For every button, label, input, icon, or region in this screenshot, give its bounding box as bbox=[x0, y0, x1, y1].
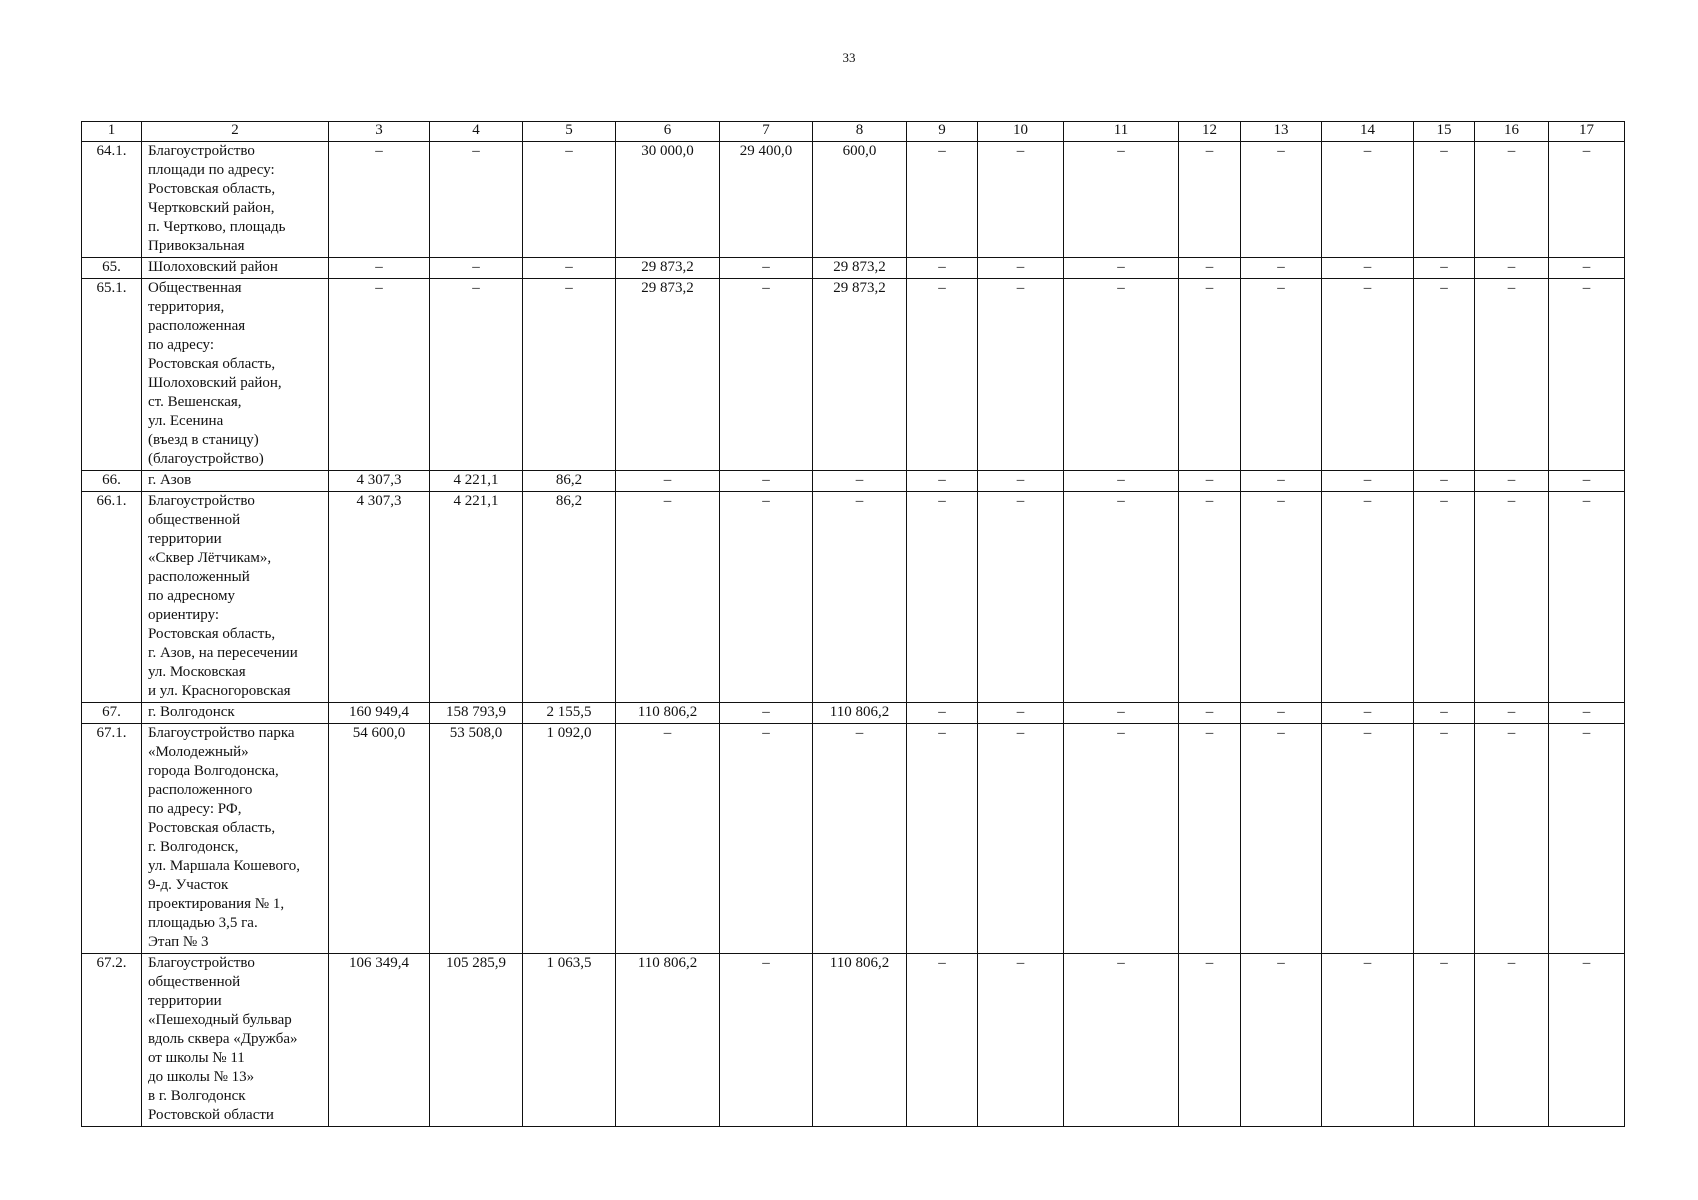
column-number-cell: 6 bbox=[616, 122, 720, 142]
object-name-line: Благоустройство bbox=[148, 955, 255, 971]
object-name-cell bbox=[142, 954, 329, 1127]
value-cell: – bbox=[978, 471, 1064, 492]
object-name-line: ул. Московская bbox=[148, 664, 246, 680]
value-cell: 160 949,4 bbox=[329, 703, 430, 724]
value-cell: – bbox=[430, 142, 523, 258]
row-number-cell: 67. bbox=[82, 703, 142, 724]
value-cell: – bbox=[1064, 492, 1179, 703]
object-name-line: проектирования № 1, bbox=[148, 896, 285, 912]
value-cell: – bbox=[1241, 954, 1322, 1127]
value-cell: – bbox=[1414, 258, 1475, 279]
column-number-cell: 11 bbox=[1064, 122, 1179, 142]
value-cell: – bbox=[978, 279, 1064, 471]
object-name-line: г. Азов, на пересечении bbox=[148, 645, 298, 661]
value-cell: 86,2 bbox=[523, 471, 616, 492]
column-number-cell: 7 bbox=[720, 122, 813, 142]
value-cell: – bbox=[907, 492, 978, 703]
object-name-cell bbox=[142, 724, 329, 954]
value-cell: 4 221,1 bbox=[430, 492, 523, 703]
value-cell: – bbox=[1064, 724, 1179, 954]
object-name-line: вдоль сквера «Дружба» bbox=[148, 1031, 298, 1047]
value-cell: – bbox=[720, 703, 813, 724]
value-cell: – bbox=[720, 492, 813, 703]
value-cell: – bbox=[978, 492, 1064, 703]
value-cell: – bbox=[1549, 471, 1625, 492]
object-name-line: г. Азов bbox=[148, 472, 192, 488]
table-row bbox=[82, 954, 1625, 1127]
value-cell: – bbox=[1179, 258, 1241, 279]
value-cell: – bbox=[907, 954, 978, 1127]
value-cell: – bbox=[1414, 724, 1475, 954]
value-cell: – bbox=[430, 258, 523, 279]
value-cell: – bbox=[1475, 142, 1549, 258]
value-cell: – bbox=[1064, 258, 1179, 279]
column-number-cell: 8 bbox=[813, 122, 907, 142]
object-name-line: Благоустройство bbox=[148, 143, 255, 159]
object-name-line: Ростовская область, bbox=[148, 626, 276, 642]
value-cell: – bbox=[1064, 471, 1179, 492]
column-number-cell: 15 bbox=[1414, 122, 1475, 142]
value-cell: – bbox=[1322, 279, 1414, 471]
value-cell: – bbox=[1064, 954, 1179, 1127]
column-number-header-row bbox=[82, 122, 1625, 142]
value-cell: – bbox=[1475, 471, 1549, 492]
value-cell: 53 508,0 bbox=[430, 724, 523, 954]
object-name-line: Общественная bbox=[148, 280, 242, 296]
row-number-cell: 65. bbox=[82, 258, 142, 279]
value-cell: 29 873,2 bbox=[813, 258, 907, 279]
value-cell: – bbox=[907, 258, 978, 279]
object-name-line: Чертковский район, bbox=[148, 200, 275, 216]
object-name-line: ст. Вешенская, bbox=[148, 394, 242, 410]
value-cell: – bbox=[616, 492, 720, 703]
value-cell: – bbox=[813, 492, 907, 703]
value-cell: – bbox=[1241, 279, 1322, 471]
value-cell: – bbox=[1064, 142, 1179, 258]
value-cell: 4 307,3 bbox=[329, 471, 430, 492]
value-cell: – bbox=[1322, 492, 1414, 703]
value-cell: – bbox=[720, 258, 813, 279]
object-name-line: Ростовской области bbox=[148, 1107, 274, 1123]
value-cell: – bbox=[1549, 954, 1625, 1127]
value-cell: – bbox=[1179, 279, 1241, 471]
value-cell: 54 600,0 bbox=[329, 724, 430, 954]
value-cell: – bbox=[523, 258, 616, 279]
object-name-line: Этап № 3 bbox=[148, 934, 209, 950]
value-cell: – bbox=[978, 703, 1064, 724]
value-cell: 106 349,4 bbox=[329, 954, 430, 1127]
value-cell: – bbox=[978, 258, 1064, 279]
object-name-line: общественной bbox=[148, 974, 241, 990]
value-cell: – bbox=[1064, 279, 1179, 471]
object-name-line: Привокзальная bbox=[148, 238, 245, 254]
object-name-line: расположенный bbox=[148, 569, 250, 585]
value-cell: – bbox=[1322, 724, 1414, 954]
object-name-line: в г. Волгодонск bbox=[148, 1088, 246, 1104]
object-name-line: «Пешеходный бульвар bbox=[148, 1012, 292, 1028]
value-cell: 29 400,0 bbox=[720, 142, 813, 258]
value-cell: – bbox=[1179, 724, 1241, 954]
value-cell: – bbox=[1549, 142, 1625, 258]
value-cell: – bbox=[907, 142, 978, 258]
value-cell: – bbox=[907, 279, 978, 471]
object-name-line: (благоустройство) bbox=[148, 451, 264, 467]
value-cell: – bbox=[1179, 954, 1241, 1127]
value-cell: – bbox=[523, 279, 616, 471]
value-cell: – bbox=[720, 724, 813, 954]
value-cell: – bbox=[720, 279, 813, 471]
value-cell: – bbox=[329, 279, 430, 471]
value-cell: 110 806,2 bbox=[813, 703, 907, 724]
value-cell: 158 793,9 bbox=[430, 703, 523, 724]
value-cell: – bbox=[1322, 703, 1414, 724]
object-name-line: по адресу: bbox=[148, 337, 215, 353]
table-row bbox=[82, 492, 1625, 703]
value-cell: – bbox=[1322, 258, 1414, 279]
row-number-cell: 66. bbox=[82, 471, 142, 492]
column-number-cell: 17 bbox=[1549, 122, 1625, 142]
value-cell: – bbox=[1549, 279, 1625, 471]
object-name-line: площади по адресу: bbox=[148, 162, 275, 178]
row-number-cell: 67.2. bbox=[82, 954, 142, 1127]
value-cell: 29 873,2 bbox=[813, 279, 907, 471]
object-name-line: от школы № 11 bbox=[148, 1050, 245, 1066]
value-cell: – bbox=[1322, 471, 1414, 492]
value-cell: – bbox=[1179, 492, 1241, 703]
column-number-cell: 12 bbox=[1179, 122, 1241, 142]
column-number-cell: 9 bbox=[907, 122, 978, 142]
row-number-cell: 64.1. bbox=[82, 142, 142, 258]
value-cell: – bbox=[1179, 471, 1241, 492]
object-name-line: площадью 3,5 га. bbox=[148, 915, 258, 931]
object-name-line: территории bbox=[148, 531, 222, 547]
table-row bbox=[82, 703, 1625, 724]
object-name-line: Ростовская область, bbox=[148, 181, 276, 197]
value-cell: – bbox=[1322, 954, 1414, 1127]
value-cell: 1 063,5 bbox=[523, 954, 616, 1127]
value-cell: – bbox=[1241, 724, 1322, 954]
table-row bbox=[82, 724, 1625, 954]
value-cell: – bbox=[1241, 492, 1322, 703]
value-cell: – bbox=[1414, 142, 1475, 258]
value-cell: 105 285,9 bbox=[430, 954, 523, 1127]
object-name-line: по адресу: РФ, bbox=[148, 801, 242, 817]
object-name-line: ориентиру: bbox=[148, 607, 220, 623]
value-cell: – bbox=[720, 471, 813, 492]
object-name-line: 9-д. Участок bbox=[148, 877, 229, 893]
object-name-line: (въезд в станицу) bbox=[148, 432, 259, 448]
value-cell: – bbox=[1475, 954, 1549, 1127]
value-cell: – bbox=[1179, 142, 1241, 258]
value-cell: – bbox=[329, 142, 430, 258]
value-cell: – bbox=[1414, 954, 1475, 1127]
object-name-line: ул. Есенина bbox=[148, 413, 224, 429]
value-cell: – bbox=[1322, 142, 1414, 258]
value-cell: – bbox=[1414, 471, 1475, 492]
value-cell: – bbox=[1549, 724, 1625, 954]
object-name-line: «Молодежный» bbox=[148, 744, 249, 760]
table-body bbox=[82, 122, 1625, 1127]
object-name-line: ул. Маршала Кошевого, bbox=[148, 858, 301, 874]
value-cell: 29 873,2 bbox=[616, 279, 720, 471]
column-number-cell: 10 bbox=[978, 122, 1064, 142]
value-cell: 4 307,3 bbox=[329, 492, 430, 703]
object-name-line: по адресному bbox=[148, 588, 235, 604]
value-cell: – bbox=[1475, 703, 1549, 724]
value-cell: – bbox=[1414, 703, 1475, 724]
value-cell: – bbox=[1475, 724, 1549, 954]
value-cell: – bbox=[1549, 703, 1625, 724]
value-cell: 4 221,1 bbox=[430, 471, 523, 492]
value-cell: – bbox=[907, 724, 978, 954]
column-number-cell: 13 bbox=[1241, 122, 1322, 142]
value-cell: – bbox=[329, 258, 430, 279]
value-cell: – bbox=[430, 279, 523, 471]
budget-table bbox=[81, 121, 1625, 1127]
object-name-line: Благоустройство парка bbox=[148, 725, 295, 741]
object-name-cell bbox=[142, 471, 329, 492]
column-number-cell: 3 bbox=[329, 122, 430, 142]
value-cell: 110 806,2 bbox=[813, 954, 907, 1127]
value-cell: – bbox=[1475, 258, 1549, 279]
value-cell: 86,2 bbox=[523, 492, 616, 703]
object-name-line: «Сквер Лётчикам», bbox=[148, 550, 272, 566]
object-name-cell bbox=[142, 258, 329, 279]
value-cell: – bbox=[978, 724, 1064, 954]
value-cell: – bbox=[616, 724, 720, 954]
table-row bbox=[82, 279, 1625, 471]
value-cell: 600,0 bbox=[813, 142, 907, 258]
object-name-line: г. Волгодонск, bbox=[148, 839, 239, 855]
object-name-line: общественной bbox=[148, 512, 241, 528]
column-number-cell: 4 bbox=[430, 122, 523, 142]
column-number-cell: 16 bbox=[1475, 122, 1549, 142]
value-cell: 2 155,5 bbox=[523, 703, 616, 724]
value-cell: – bbox=[1179, 703, 1241, 724]
value-cell: – bbox=[813, 471, 907, 492]
object-name-line: до школы № 13» bbox=[148, 1069, 255, 1085]
object-name-cell bbox=[142, 703, 329, 724]
value-cell: – bbox=[1064, 703, 1179, 724]
value-cell: – bbox=[616, 471, 720, 492]
table-row bbox=[82, 258, 1625, 279]
value-cell: – bbox=[1241, 471, 1322, 492]
value-cell: – bbox=[1549, 492, 1625, 703]
value-cell: – bbox=[1414, 492, 1475, 703]
object-name-line: Благоустройство bbox=[148, 493, 255, 509]
object-name-line: города Волгодонска, bbox=[148, 763, 279, 779]
object-name-cell bbox=[142, 492, 329, 703]
object-name-line: территории bbox=[148, 993, 222, 1009]
value-cell: – bbox=[720, 954, 813, 1127]
value-cell: – bbox=[1475, 279, 1549, 471]
table-row bbox=[82, 142, 1625, 258]
column-number-cell: 14 bbox=[1322, 122, 1414, 142]
page-number: 33 bbox=[842, 50, 856, 65]
value-cell: – bbox=[907, 471, 978, 492]
object-name-cell bbox=[142, 279, 329, 471]
object-name-line: п. Чертково, площадь bbox=[148, 219, 286, 235]
object-name-line: территория, bbox=[148, 299, 225, 315]
value-cell: 29 873,2 bbox=[616, 258, 720, 279]
object-name-line: Ростовская область, bbox=[148, 820, 276, 836]
row-number-cell: 66.1. bbox=[82, 492, 142, 703]
object-name-cell bbox=[142, 142, 329, 258]
value-cell: – bbox=[978, 954, 1064, 1127]
object-name-line: Ростовская область, bbox=[148, 356, 276, 372]
column-number-cell: 5 bbox=[523, 122, 616, 142]
value-cell: 30 000,0 bbox=[616, 142, 720, 258]
value-cell: – bbox=[813, 724, 907, 954]
object-name-line: г. Волгодонск bbox=[148, 704, 235, 720]
value-cell: – bbox=[978, 142, 1064, 258]
object-name-line: Шолоховский район, bbox=[148, 375, 282, 391]
object-name-line: расположенная bbox=[148, 318, 246, 334]
value-cell: – bbox=[1241, 142, 1322, 258]
value-cell: – bbox=[1549, 258, 1625, 279]
row-number-cell: 65.1. bbox=[82, 279, 142, 471]
value-cell: 1 092,0 bbox=[523, 724, 616, 954]
object-name-line: расположенного bbox=[148, 782, 253, 798]
value-cell: – bbox=[1414, 279, 1475, 471]
value-cell: 110 806,2 bbox=[616, 703, 720, 724]
row-number-cell: 67.1. bbox=[82, 724, 142, 954]
value-cell: – bbox=[1241, 258, 1322, 279]
value-cell: – bbox=[907, 703, 978, 724]
value-cell: – bbox=[523, 142, 616, 258]
table-row bbox=[82, 471, 1625, 492]
object-name-line: и ул. Красногоровская bbox=[148, 683, 291, 699]
value-cell: – bbox=[1475, 492, 1549, 703]
value-cell: – bbox=[1241, 703, 1322, 724]
column-number-cell: 2 bbox=[142, 122, 329, 142]
column-number-cell: 1 bbox=[82, 122, 142, 142]
object-name-line: Шолоховский район bbox=[148, 259, 278, 275]
value-cell: 110 806,2 bbox=[616, 954, 720, 1127]
